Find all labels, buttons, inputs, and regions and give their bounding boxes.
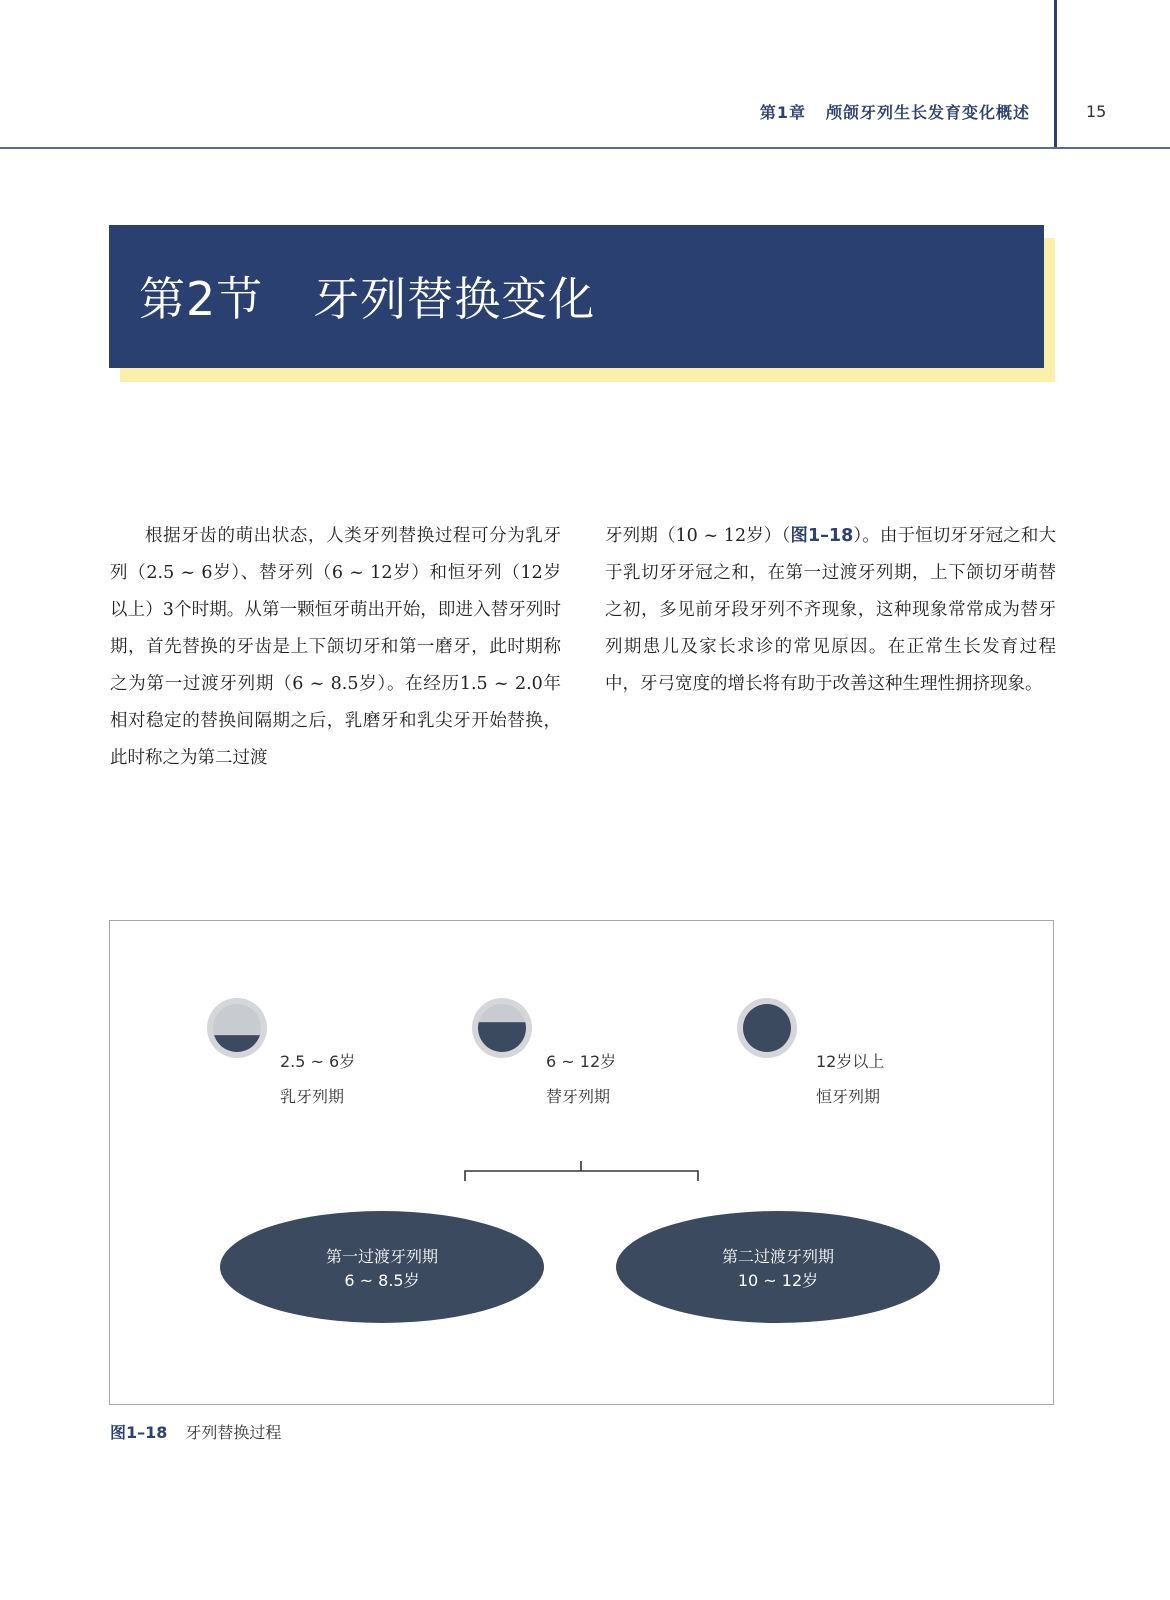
stage-permanent-name: 恒牙列期 <box>816 1087 881 1106</box>
header-rule <box>0 147 1170 149</box>
running-header <box>760 100 1030 123</box>
transition-first-name: 第一过渡牙列期 <box>325 1247 439 1266</box>
body-text-right-start: 牙列期（10 ~ 12岁）（ <box>605 526 791 546</box>
stage-primary <box>207 998 355 1106</box>
stage-mixed <box>472 998 616 1106</box>
chapter-number: 第1章 <box>759 103 806 122</box>
body-paragraph-left: 根据牙齿的萌出状态，人类牙列替换过程可分为乳牙列（2.5 ~ 6岁）、替牙列（6 ~ 12岁）和恒牙列（12岁以上）3个时期。从第一颗恒牙萌出开始，即进入替牙列时期，首先替换的牙齿是上下颌切牙和第一磨牙，此时期称之为第一过渡牙列期（6 ~ 8.5岁）。在经历1.5 ~ 2.0年相对稳定的替换间隔期之后，乳磨牙和乳尖牙开始替换，此时称之为第二过渡 <box>110 526 561 768</box>
figure-caption-label: 图1–18 <box>110 1423 168 1442</box>
chapter-title: 颅颌牙列生长发育变化概述 <box>825 103 1030 122</box>
header-vertical-bar <box>1054 0 1057 148</box>
figure-caption-text: 牙列替换过程 <box>185 1423 282 1442</box>
stage-permanent-age: 12岁以上 <box>816 1052 885 1071</box>
transition-second-ellipse <box>616 1211 940 1323</box>
stage-mixed-age: 6 ~ 12岁 <box>546 1052 617 1071</box>
body-column-right <box>605 518 1056 703</box>
body-text-right-end: ）。由于恒切牙牙冠之和大于乳切牙牙冠之和，在第一过渡牙列期，上下颌切牙萌替之初，多见前牙段牙列不齐现象，这种现象常常成为替牙列期患儿及家长求诊的常见原因。在正常生长发育过程中，牙弓宽度的增长将有助于改善这种生理性拥挤现象。 <box>605 526 1057 694</box>
section-title: 牙列替换变化 <box>313 272 596 326</box>
figure-frame <box>109 920 1054 1405</box>
stage-permanent <box>737 998 884 1106</box>
section-banner <box>109 225 1044 368</box>
section-heading <box>139 263 595 329</box>
section-number: 第2节 <box>139 272 264 326</box>
transition-first <box>220 1211 544 1323</box>
stage-primary-age: 2.5 ~ 6岁 <box>280 1052 356 1071</box>
transition-first-age: 6 ~ 8.5岁 <box>344 1271 420 1290</box>
body-column-left <box>110 518 561 777</box>
stage-permanent-fill <box>743 1004 791 1052</box>
transition-second <box>616 1211 940 1323</box>
transition-second-name: 第二过渡牙列期 <box>721 1247 835 1266</box>
stage-mixed-name: 替牙列期 <box>546 1087 611 1106</box>
body-paragraph-right <box>605 518 1056 703</box>
figure-reference-link[interactable]: 图1–18 <box>790 526 854 546</box>
dentition-diagram <box>110 921 1055 1406</box>
transition-first-ellipse <box>220 1211 544 1323</box>
transition-second-age: 10 ~ 12岁 <box>737 1271 819 1290</box>
figure-caption <box>110 1420 281 1443</box>
grouping-bracket <box>465 1161 698 1181</box>
page-number: 15 <box>1086 102 1107 121</box>
stage-primary-name: 乳牙列期 <box>280 1087 345 1106</box>
